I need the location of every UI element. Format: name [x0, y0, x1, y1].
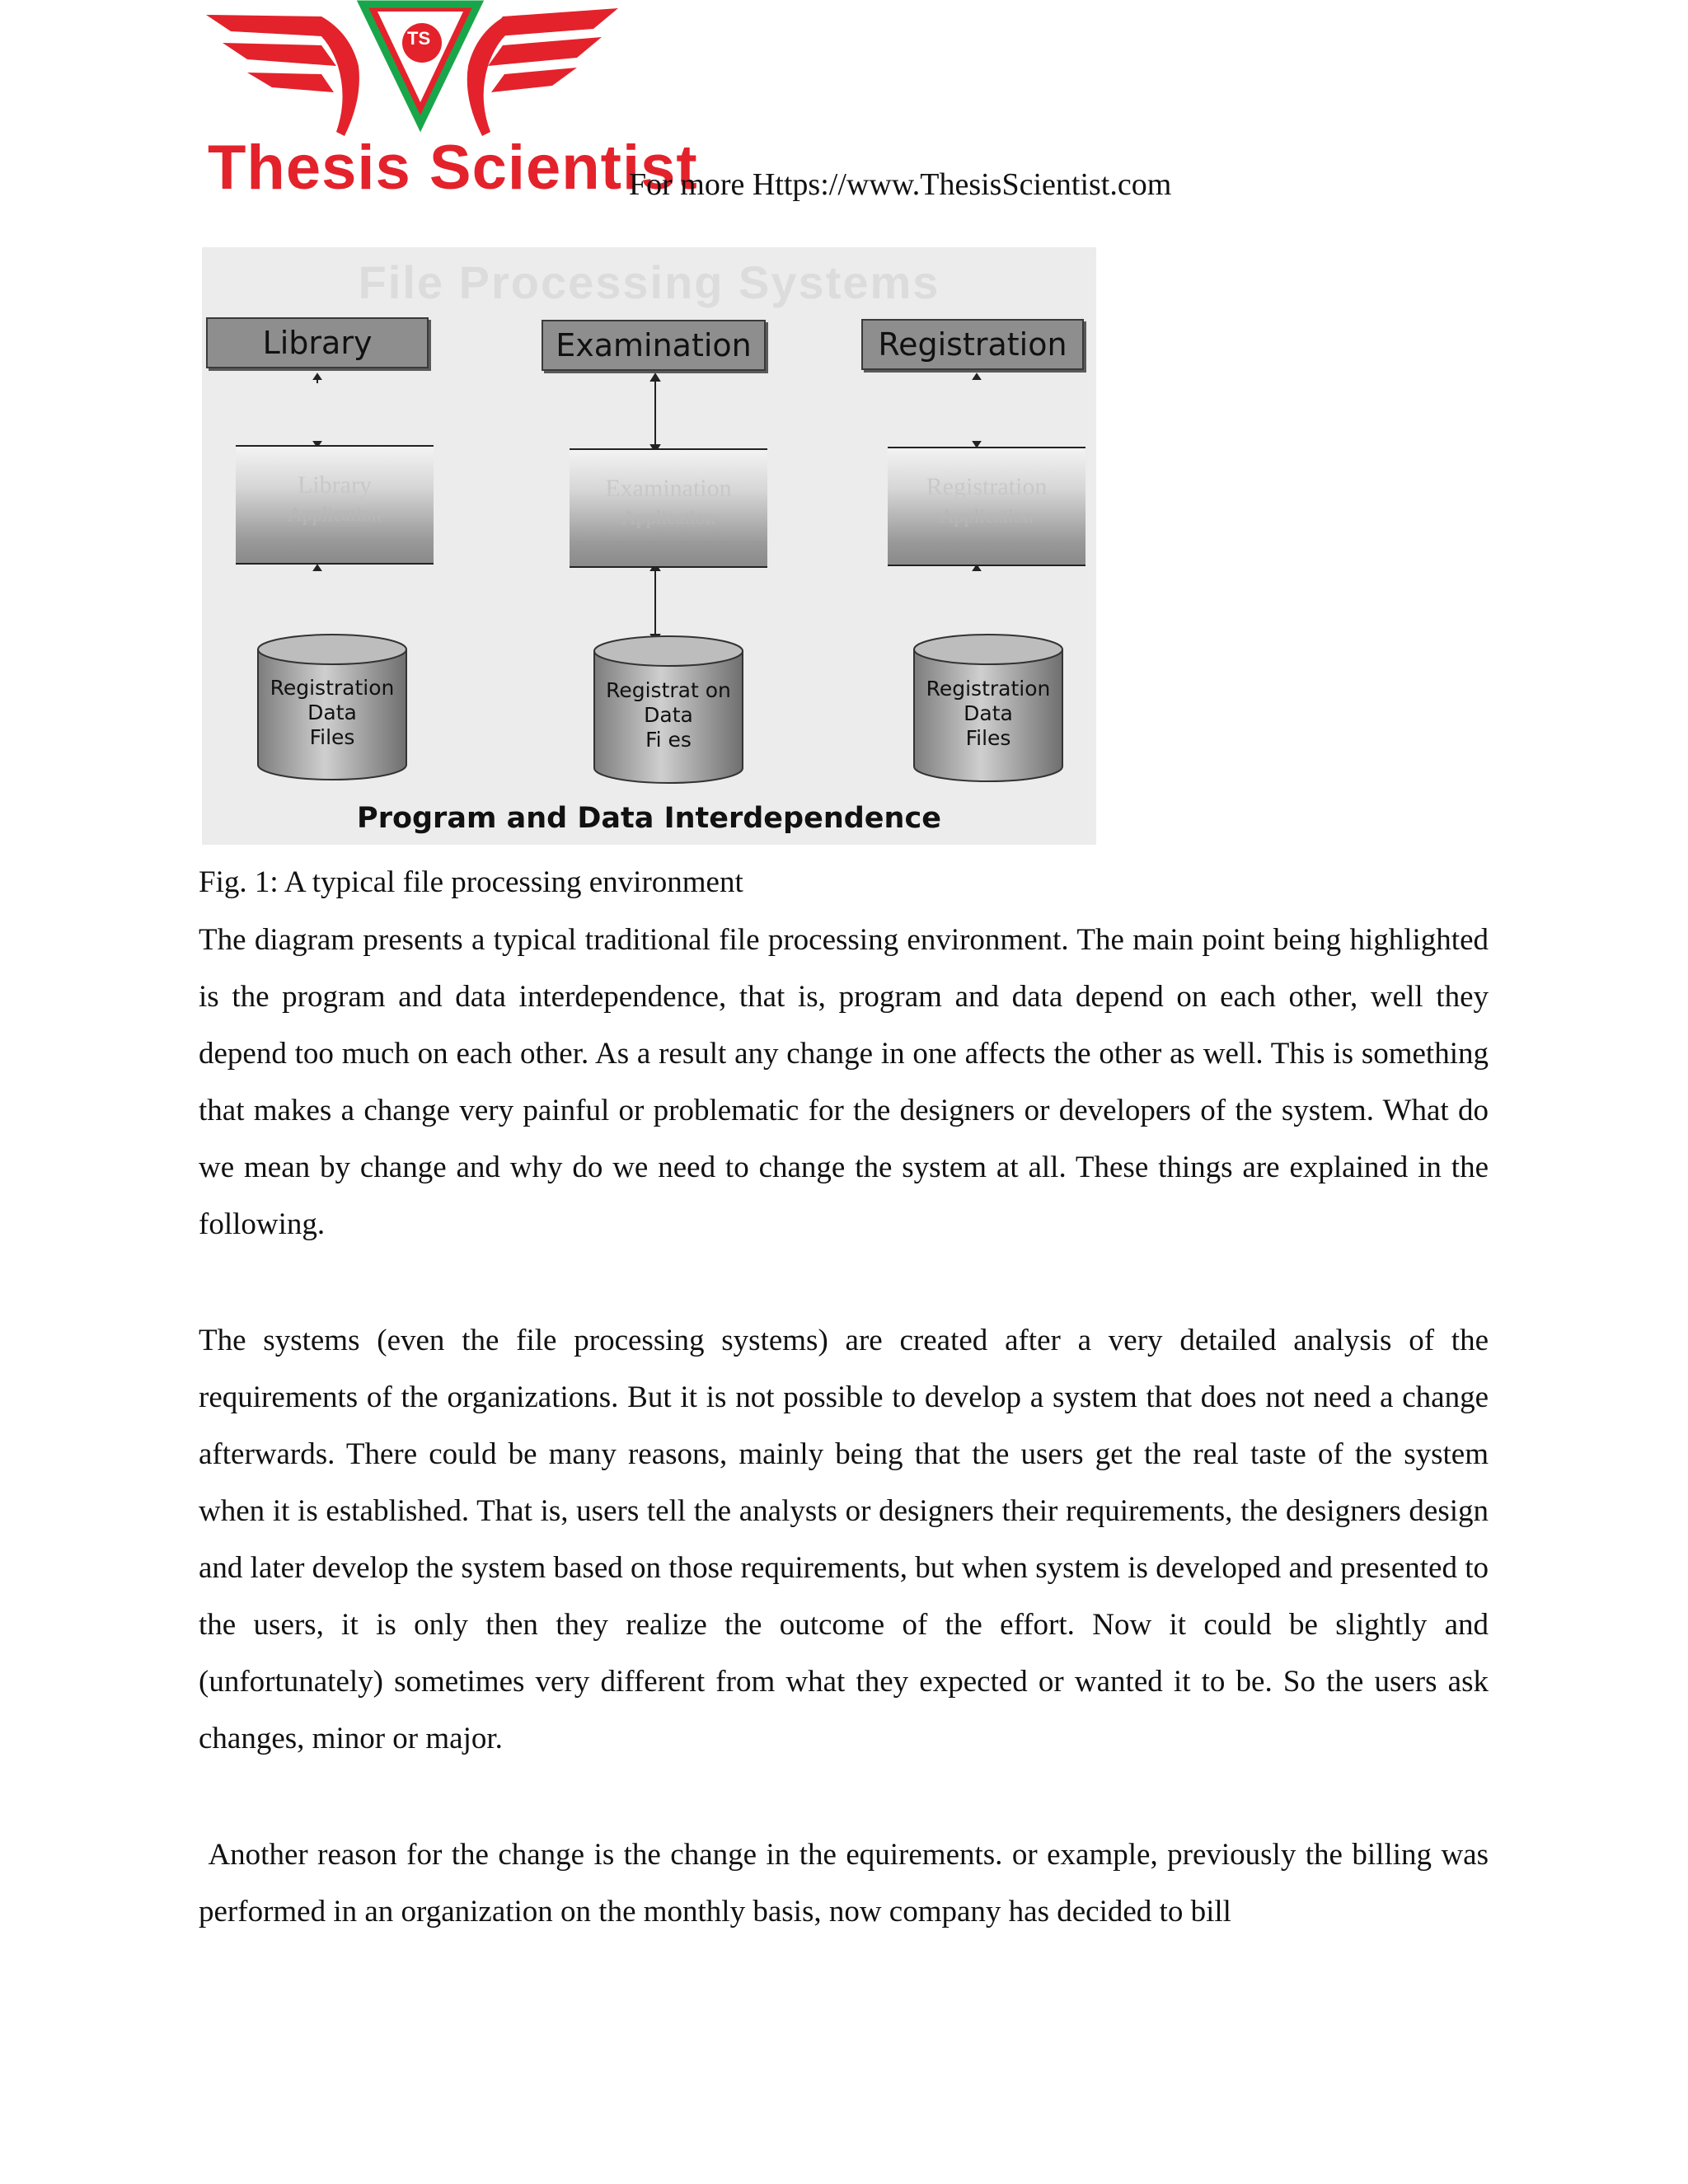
data-files-line: Fi es	[645, 728, 692, 752]
data-files-line: Registration	[270, 676, 395, 700]
paragraph-1: The diagram presents a typical traditional file processing environment. The main point being highlighted is the program and data interdependence, that is, program and data depend on each other, well they depend too much on each other. As a result any change in one affects the other as well. This is something that makes a change very painful or problematic for the designers or developers of the system. What do we mean by change and why do we need to change the system at all. These things are explained in the following.	[199, 923, 1489, 1241]
page-header	[198, 0, 1269, 223]
library-application-sub: Application	[288, 504, 382, 526]
data-files-line: Data	[644, 703, 693, 727]
data-files-line: Data	[964, 701, 1013, 725]
figure-caption: Fig. 1: A typical file processing environment	[199, 865, 743, 899]
library-application-label: Library	[298, 471, 372, 499]
library-data-files-label	[258, 676, 406, 750]
figure-title: File Processing Systems	[358, 256, 940, 308]
thesis-scientist-logo-icon	[198, 0, 626, 140]
examination-application-box	[570, 448, 767, 568]
data-files-line: Files	[309, 725, 355, 749]
registration-application-sub: Application	[940, 506, 1034, 527]
module-library-box: Library	[206, 317, 429, 368]
paragraph-2: The systems (even the file processing systems) are created after a very detailed analysis of the requirements of the organizations. But it is not possible to develop a system that does not need a change afterwards. There could be many reasons, mainly being that the users get the real taste of the system when it is established. That is, users tell the analysts or designers their requirements, the designers design and later develop the system based on those requirements, but when system is developed and presented to the users, it is only then they realize the outcome of the effort. Now it could be slightly and (unfortunately) sometimes very different from what they expected or wanted it to be. So the users ask changes, minor or major.	[199, 1324, 1489, 1755]
registration-application-label: Registration	[926, 473, 1048, 500]
paragraph-3: Another reason for the change is the change in the equirements. or example, previously the billing was performed in an organization on the monthly basis, now company has decided to bill	[199, 1838, 1497, 1929]
logo-monogram: TS	[407, 28, 431, 49]
brand-name: Thesis Scientist	[208, 133, 698, 203]
module-registration-box: Registration	[861, 319, 1084, 370]
data-files-line: Files	[965, 726, 1011, 750]
website-link[interactable]: For more Https://www.ThesisScientist.com	[629, 167, 1172, 202]
figure-bottom-label: Program and Data Interdependence	[357, 802, 941, 835]
file-processing-diagram	[202, 247, 1096, 845]
data-files-line: Data	[307, 701, 357, 724]
data-files-line: Registration	[926, 677, 1051, 701]
registration-data-files-label	[914, 677, 1062, 751]
data-files-line: Registrat on	[606, 678, 731, 702]
library-application-box	[236, 445, 434, 565]
examination-data-files-label	[594, 678, 743, 752]
examination-application-sub: Application	[621, 508, 715, 529]
module-examination-box: Examination	[542, 320, 766, 371]
registration-application-box	[888, 447, 1085, 566]
examination-application-label: Examination	[605, 475, 732, 502]
